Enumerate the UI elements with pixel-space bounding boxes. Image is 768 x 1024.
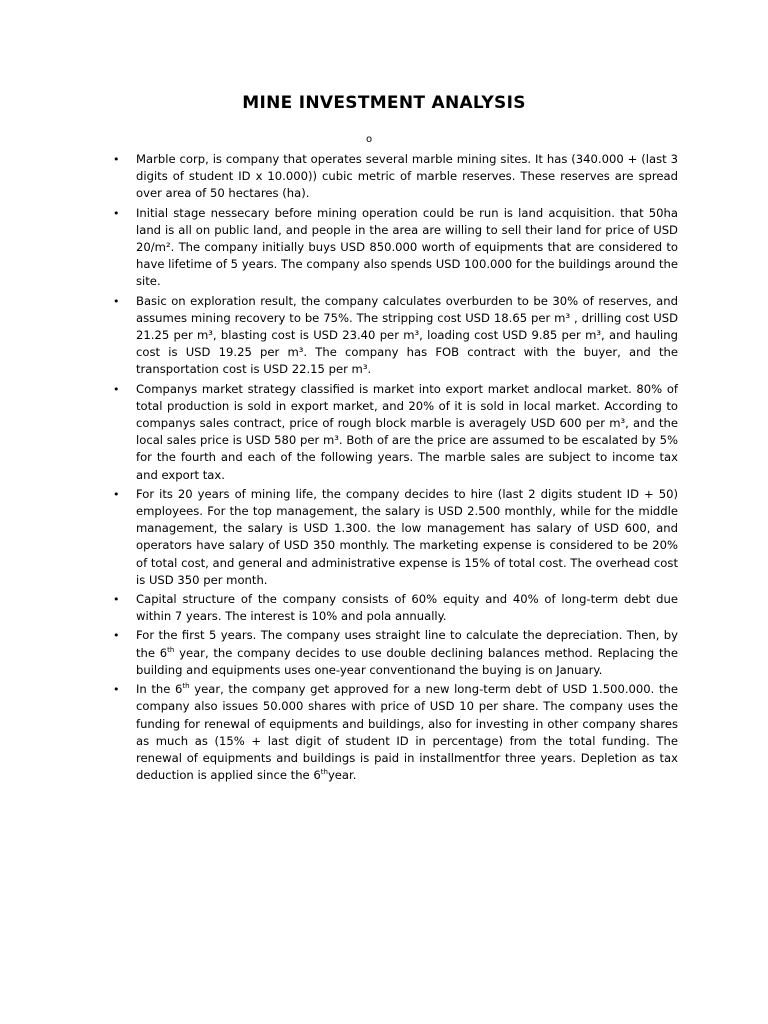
list-item <box>113 381 678 484</box>
bullet-icon: • <box>113 294 120 308</box>
list-item <box>113 151 678 203</box>
list-item-text <box>136 592 678 623</box>
list-item <box>113 591 678 625</box>
list-item-text <box>136 628 678 676</box>
list-item-text <box>136 206 678 289</box>
superscript: th <box>182 682 190 691</box>
list-item <box>113 681 678 784</box>
bullet-icon: • <box>113 593 120 607</box>
superscript: th <box>167 645 175 654</box>
list-item <box>113 627 678 679</box>
text-run: For the first 5 years. The company uses straight line to calculate the depreciation. Then, by the 6 <box>136 628 678 660</box>
text-run: year, the company decides to use double declining balances method. Replacing the building and equipments uses one-year conventionand the buying is on January. <box>136 645 678 677</box>
bullet-icon: • <box>113 206 120 220</box>
bullet-icon: • <box>113 487 120 501</box>
list-item-text <box>136 294 678 377</box>
text-run: year. <box>327 768 357 783</box>
bullet-icon: • <box>113 382 120 396</box>
bullet-icon: • <box>113 683 120 697</box>
bullet-list <box>113 151 678 784</box>
text-run: Capital structure of the company consists of 60% equity and 40% of long-term debt due within 7 years. The interest is 10% and pola annually. <box>136 592 678 624</box>
stray-mark: o <box>366 134 373 145</box>
text-run: Marble corp, is company that operates several marble mining sites. It has (340.000 + (last 3 digits of student ID x 10.000)) cubic metric of marble reserves. These reserves are spread over area of 50 hectares (ha). <box>136 152 678 201</box>
list-item-text <box>136 152 678 200</box>
list-item <box>113 293 678 379</box>
text-run: Companys market strategy classified is market into export market andlocal market. 80% of total production is sold in export market, and 20% of it is sold in local market. According to companys sales contract, price of rough block marble is averagely USD 600 per m³, and the local sales price is USD 580 per m³. Both of are the price are assumed to be escalated by 5% for the fourth and each of the following years. The marble sales are subject to income tax and export tax. <box>136 381 678 482</box>
text-run: Initial stage nessecary before mining operation could be run is land acquisition. that 50ha land is all on public land, and people in the area are willing to sell their land for price of USD 20/m². The company initially buys USD 850.000 worth of equipments that are considered to have lifetime of 5 years. The company also spends USD 100.000 for the buildings around the site. <box>136 205 678 289</box>
text-run: For its 20 years of mining life, the company decides to hire (last 2 digits student ID + 50) employees. For the top management, the salary is USD 2.500 monthly, while for the middle management, the salary is USD 1.300. the low management has salary of USD 600, and operators have salary of USD 350 monthly. The marketing expense is considered to be 20% of total cost, and general and administrative expense is 15% of total cost. The overhead cost is USD 350 per month. <box>136 486 678 587</box>
list-item-text <box>136 487 678 587</box>
list-item <box>113 486 678 589</box>
list-item-text <box>136 382 678 482</box>
text-run: year, the company get approved for a new long-term debt of USD 1.500.000. the company also issues 50.000 shares with price of USD 10 per share. The company uses the funding for renewal of equipments and buildings, also for investing in other company shares as much as (15% + last digit of student ID in percentage) from the total funding. The renewal of equipments and buildings is paid in installmentfor three years. Depletion as tax deduction is applied since the 6 <box>136 682 678 783</box>
bullet-icon: • <box>113 153 120 166</box>
text-run: In the 6 <box>136 682 183 697</box>
list-item-text <box>136 682 678 782</box>
bullet-icon: • <box>113 629 120 643</box>
superscript: th <box>320 768 328 777</box>
document-title: MINE INVESTMENT ANALYSIS <box>242 93 526 113</box>
text-run: Basic on exploration result, the company calculates overburden to be 30% of reserves, and assumes mining recovery to be 75%. The stripping cost USD 18.65 per m³ , drilling cost USD 21.25 per m³, blasting cost is USD 23.40 per m³, loading cost USD 9.85 per m³, and hauling cost is USD 19.25 per m³. The company has FOB contract with the buyer, and the transportation cost is USD 22.15 per m³. <box>136 293 678 377</box>
list-item <box>113 205 678 291</box>
